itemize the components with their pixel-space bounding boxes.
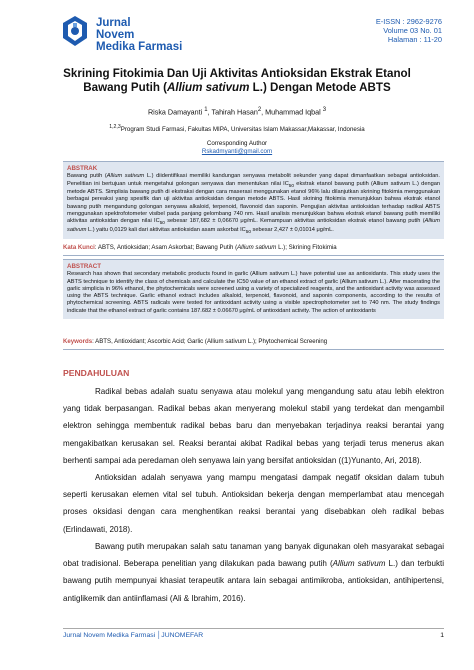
kata-kunci-text: L.); Skrining Fitokimia bbox=[276, 244, 337, 251]
paragraph-text: Radikal bebas adalah suatu senyawa atau molekul yang mengandung satu atau lebih elektron yang tidak berpasangan. Radikal bebas akan menyerang molekul stabil yang terdekat dan mengambil elektron sehingga membentuk radikal bebas baru dan menyebakan terjadinya reaksi berantai yang mengakibatkan kerusakan sel. Reaksi berantai akibat Radikal bebas yang terjadi terus menerus akan berhenti sampai ada peredaman oleh senyawa lain yang bersifat antioksidan ((1)Yunanto, Ari, 2018). bbox=[63, 387, 444, 465]
paragraph-text bbox=[63, 538, 444, 607]
kata-kunci-species: Allium sativum bbox=[237, 244, 277, 251]
kata-kunci-text: : ABTS, Antioksidan; Asam Askorbat; Bawang Putih ( bbox=[94, 244, 238, 251]
issn-block bbox=[376, 17, 442, 44]
abstrak-species: Allium sativum bbox=[106, 173, 145, 180]
author-sup: 3 bbox=[322, 107, 327, 113]
authors bbox=[30, 107, 444, 116]
volume: Volume 03 No. 01 bbox=[383, 26, 442, 35]
author-sup: 1 bbox=[204, 107, 208, 113]
author-1: Riska Damayanti bbox=[147, 107, 205, 117]
abstrak-seg: L.) yaitu 0,0129 kali dari aktivitas antioksidan asam askorbat IC bbox=[86, 226, 246, 233]
abstrak-seg: ekstrak etanol bawang putih (Allium sativum L.) dengan metode ABTS. Simplisia bawang putih di ekstraksi dengan cara maserasi menggunakan etanol 96% lalu dilanjutkan skrining fitokimia menggunakan berbagai pereaksi yang spesifik dan uji aktivitas antioksidan dengan metode ABTS. Hasil skrining fitokimia menunjukkan bahwa ekstrak etanol bawang putih mengandung golongan senyawa alkaloid, terpenoid, flavonoid dan saponin. Pengujian aktivitas antioksidan terhadap radikal ABTS menggunakan spektrofotometer visibel pada panjang gelombang 740 nm. Hasil analisis menunjukkan bahwa ekstrak etanol bawang putih memiliki aktivitas antioksidan dengan nilai IC bbox=[67, 180, 441, 225]
journal-name-line-1: Jurnal bbox=[96, 17, 131, 29]
author-email-link[interactable]: Rskadmyanti@gmail.com bbox=[201, 148, 273, 155]
title-line-1: Skrining Fitokimia Dan Uji Aktivitas Antioksidan Ekstrak Etanol bbox=[63, 67, 411, 80]
abstrak-seg: L.) diidentifikasi memiliki kandungan senyawa metabolit sekunder yang dapat dimanfaatkan sebagai antioksidan. Penelitian ini bertujuan untuk mengetahui golongan senyawa dan menentukan nilai IC bbox=[67, 173, 440, 187]
journal-name-line-2: Novem bbox=[96, 29, 135, 41]
page-number: 1 bbox=[440, 632, 444, 639]
keywords bbox=[63, 338, 444, 350]
para-seg: L.) dan terbukti bawang putih mempunyai khasiat terapeutik antara lain sebagai antimikroba, antioksidan, antihipertensi, antiglikemik dan antiinflamasi (Ali & Ibrahim, 2016). bbox=[63, 559, 444, 603]
abstrak-seg: sebesar 187,682 ± 0,06670 μg/mL. Kemampuan aktivitas antioksidan ekstrak etanol bawang putih ( bbox=[164, 218, 425, 225]
kata-kunci-label: Kata Kunci bbox=[63, 244, 95, 251]
abstrak-species: Allium sativum bbox=[67, 218, 440, 233]
abstrak-seg: sebesar 2,427 ± 0,01014 μg/mL. bbox=[250, 226, 334, 233]
author-sup: 2 bbox=[257, 107, 262, 113]
abstract-text: Research has shown that secondary metabolic products found in garlic (Allium sativum L.) have potential use as antioxidants. This study uses the ABTS technique to identify the class of chemicals and calculate the IC50 value of an ethanol extract of garlic (Allium sativum L.). After macerating the garlic simplicia in 96% ethanol, the phytochemicals were screened using a variety of specialized reagents, and the antioxidant activity was assessed using the ABTS technique. Garlic ethanol extract includes alkaloid, terpenoid, flavonoid, and saponin components, according to the results of phytochemical screening. ABTS radicals were tested for antioxidant activity using a visible spectrophotometer set to 740 nm. The study findings indicate that the ethanol extract of garlic contains 187.682 ± 0.06670 μg/mL of antioxidant activity. The action of antioxidants bbox=[67, 271, 440, 314]
paper-title bbox=[30, 67, 444, 94]
footer-journal: Jurnal Novem Medika Farmasi │JUNOMEFAR bbox=[63, 632, 204, 639]
body-paragraph-1 bbox=[63, 383, 444, 469]
journal-logo-icon bbox=[60, 14, 90, 48]
author-2: , Tahirah Hasan bbox=[207, 107, 258, 117]
title-line-2 bbox=[30, 81, 444, 95]
page-range: Halaman : 11-20 bbox=[387, 35, 442, 44]
corresponding-label: Corresponding Author bbox=[206, 140, 268, 147]
affiliation-text: Program Studi Farmasi, Fakultas MIPA, Universitas Islam Makassar,Makassar, Indonesia bbox=[120, 126, 365, 134]
body-paragraph-3 bbox=[63, 538, 444, 607]
journal-name-line-3: Medika Farmasi bbox=[96, 41, 183, 53]
abstract-heading: ABSTRACT bbox=[67, 263, 102, 270]
kata-kunci bbox=[63, 244, 444, 256]
issn: E-ISSN : 2962-9276 bbox=[375, 17, 442, 26]
corresponding-author bbox=[30, 140, 444, 156]
author-3: , Muhammad Iqbal bbox=[261, 107, 323, 117]
para-seg: Bawang putih merupakan salah satu tanaman yang banyak digunakan oleh masyarakat sebagai obat tradisional. Beberapa penelitian yang dilakukan pada bawang putih ( bbox=[63, 542, 444, 569]
affiliation-sup: 1,2,3 bbox=[109, 124, 121, 130]
para-species: Allium sativum bbox=[332, 559, 386, 569]
abstrak-sub: 50 bbox=[245, 228, 251, 234]
affiliation bbox=[30, 124, 444, 133]
abstrak-heading: ABSTRAK bbox=[67, 165, 98, 172]
abstract-box bbox=[63, 259, 444, 319]
title-species: Allium sativum bbox=[166, 80, 250, 94]
abstrak-seg: Bawang putih ( bbox=[67, 173, 107, 180]
body-paragraph-2 bbox=[63, 469, 444, 538]
abstrak-text bbox=[67, 173, 440, 235]
section-heading-pendahuluan: PENDAHULUAN bbox=[63, 368, 130, 378]
abstrak-box bbox=[63, 161, 444, 239]
journal-name bbox=[96, 17, 182, 53]
keywords-text: : ABTS, Antioxidant; Ascorbic Acid; Garlic (Allium sativum L.); Phytochemical Screening bbox=[92, 338, 328, 345]
footer-divider bbox=[63, 628, 444, 629]
abstrak-sub: 50 bbox=[159, 220, 165, 226]
paragraph-text: Antioksidan adalah senyawa yang mampu mengatasi dampak negatif oksidan dalam tubuh seperti kerusakan elemen vital sel tubuh. Antioksidan bekerja dengan memperlambat atau mencegah proses oksidasi dengan cara menghentikan reaksi berantai yang disebabkan oleh radikal bebas (Erlindawati, 2018). bbox=[63, 473, 444, 534]
keywords-label: Keywords bbox=[63, 338, 93, 345]
title-text: L.) Dengan Metode ABTS bbox=[249, 80, 391, 94]
abstrak-sub: 50 bbox=[288, 182, 295, 188]
title-text: Bawang Putih ( bbox=[83, 80, 167, 94]
